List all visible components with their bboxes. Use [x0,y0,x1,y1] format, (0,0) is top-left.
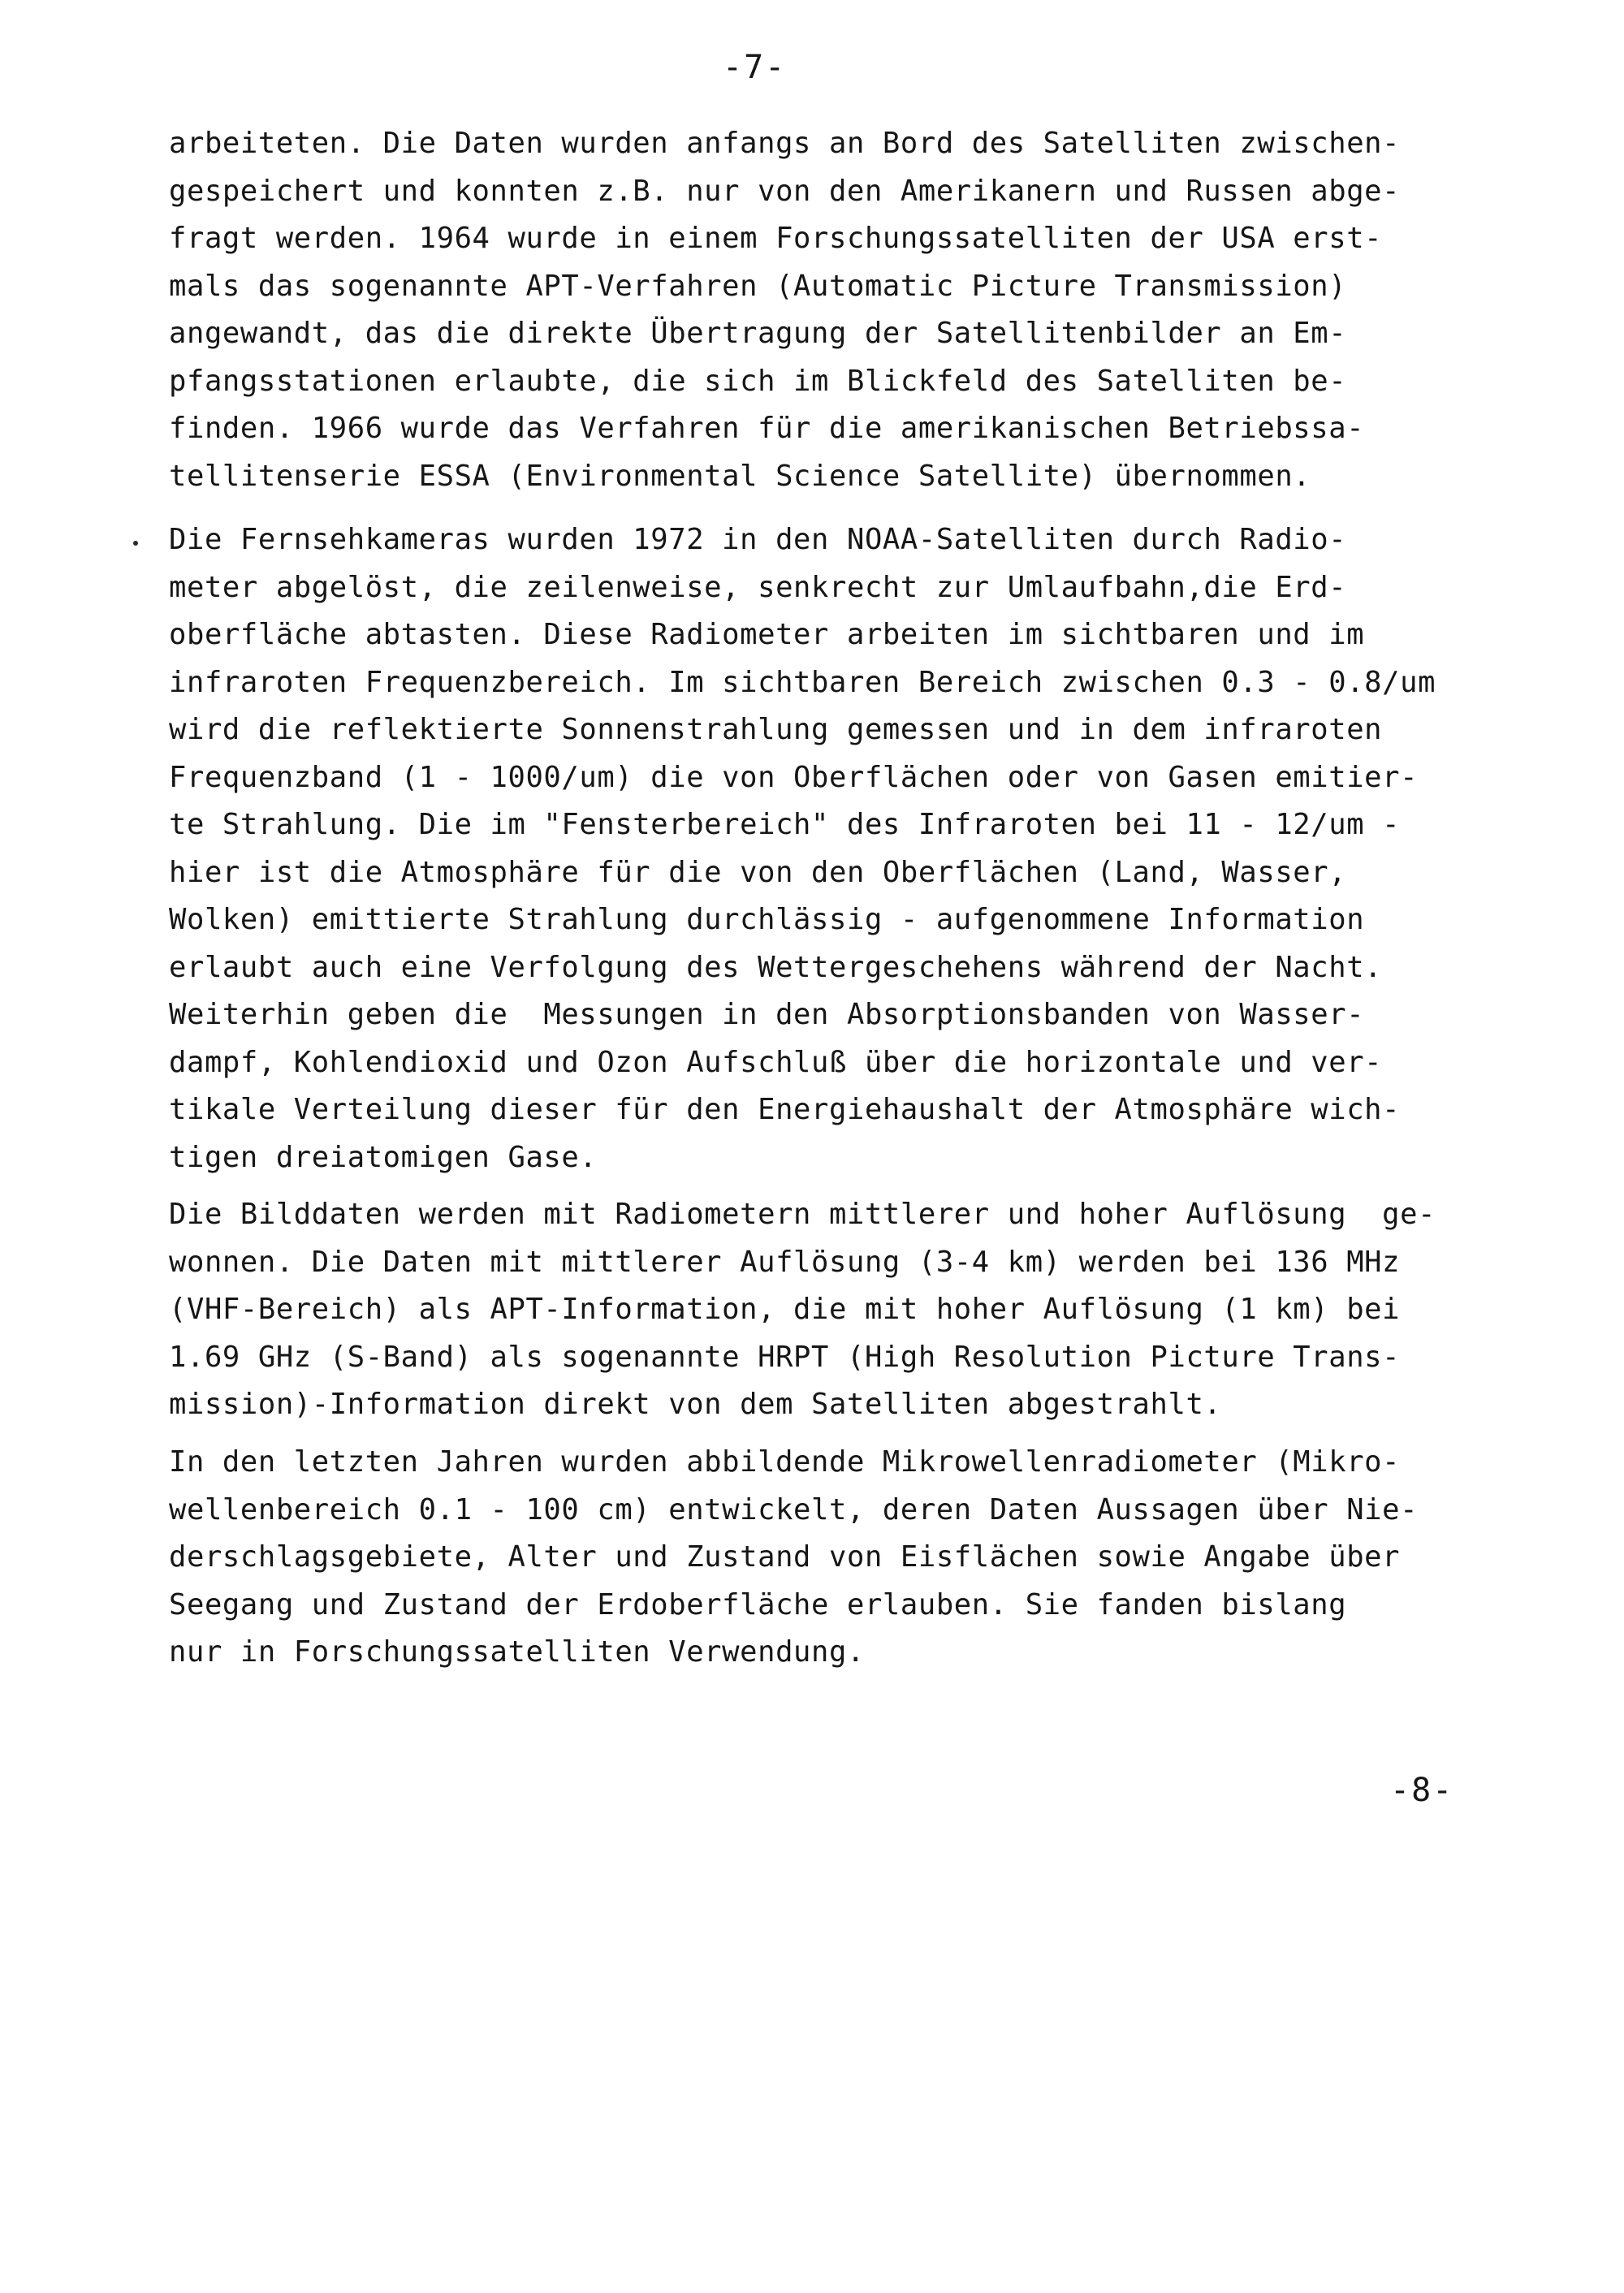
margin-mark [133,541,138,546]
paragraph [169,120,1400,500]
page-number-bottom: -8- [1390,1772,1454,1809]
text-line: tikale Verteilung dieser für den Energiehaushalt der Atmosphäre wich- [169,1093,1401,1126]
text-line: te Strahlung. Die im "Fensterbereich" des Infraroten bei 11 - 12/um - [169,808,1401,841]
text-line: oberfläche abtasten. Diese Radiometer arbeiten im sichtbaren und im [169,618,1365,651]
text-line: wird die reflektierte Sonnenstrahlung gemessen und in dem infraroten [169,713,1383,746]
text-line: Seegang und Zustand der Erdoberfläche erlauben. Sie fanden bislang [169,1587,1347,1622]
text-line: infraroten Frequenzbereich. Im sichtbaren Bereich zwischen 0.3 - 0.8/um [169,665,1436,699]
text-line: wellenbereich 0.1 - 100 cm) entwickelt, deren Daten Aussagen über Nie- [169,1492,1419,1527]
text-line: mission)-Information direkt von dem Satelliten abgestrahlt. [169,1388,1222,1421]
text-line: nur in Forschungssatelliten Verwendung. [169,1635,865,1669]
page-number-top: -7- [723,49,787,86]
text-line: erlaubt auch eine Verfolgung des Wettergeschehens während der Nacht. [169,950,1383,984]
text-line: angewandt, das die direkte Übertragung der Satellitenbilder an Em- [169,317,1347,350]
text-line: arbeiteten. Die Daten wurden anfangs an Bord des Satelliten zwischen- [169,127,1401,160]
text-line: fragt werden. 1964 wurde in einem Forschungssatelliten der USA erst- [169,222,1383,255]
text-line: finden. 1966 wurde das Verfahren für die amerikanischen Betriebssa- [169,412,1365,445]
text-line: meter abgelöst, die zeilenweise, senkrecht zur Umlaufbahn,die Erd- [169,570,1347,604]
text-line: Die Fernsehkameras wurden 1972 in den NOAA-Satelliten durch Radio- [169,523,1347,556]
paragraph [169,1439,1418,1677]
text-line: hier ist die Atmosphäre für die von den Oberflächen (Land, Wasser, [169,855,1347,889]
text-line: tigen dreiatomigen Gase. [169,1140,598,1174]
text-line: dampf, Kohlendioxid und Ozon Aufschluß über die horizontale und ver- [169,1045,1383,1079]
text-line: Die Bilddaten werden mit Radiometern mittlerer und hoher Auflösung ge- [169,1198,1436,1231]
text-line: (VHF-Bereich) als APT-Information, die mit hoher Auflösung (1 km) bei [169,1293,1401,1326]
text-line: mals das sogenannte APT-Verfahren (Automatic Picture Transmission) [169,269,1347,303]
text-line: tellitenserie ESSA (Environmental Science Satellite) übernommen. [169,459,1311,493]
text-line: pfangsstationen erlaubte, die sich im Blickfeld des Satelliten be- [169,364,1347,398]
text-line: Frequenzband (1 - 1000/um) die von Oberflächen oder von Gasen emitier- [169,760,1419,794]
text-line: Weiterhin geben die Messungen in den Absorptionsbanden von Wasser- [169,998,1365,1031]
text-line: In den letzten Jahren wurden abbildende Mikrowellenradiometer (Mikro- [169,1445,1401,1479]
text-line: derschlagsgebiete, Alter und Zustand von Eisflächen sowie Angabe über [169,1540,1401,1574]
paragraph [169,1191,1436,1429]
text-line: 1.69 GHz (S-Band) als sogenannte HRPT (High Resolution Picture Trans- [169,1340,1401,1374]
text-line: wonnen. Die Daten mit mittlerer Auflösung (3-4 km) werden bei 136 MHz [169,1245,1401,1279]
text-line: Wolken) emittierte Strahlung durchlässig - aufgenommene Information [169,903,1365,936]
paragraph [169,516,1436,1181]
text-line: gespeichert und konnten z.B. nur von den Amerikanern und Russen abge- [169,174,1401,208]
